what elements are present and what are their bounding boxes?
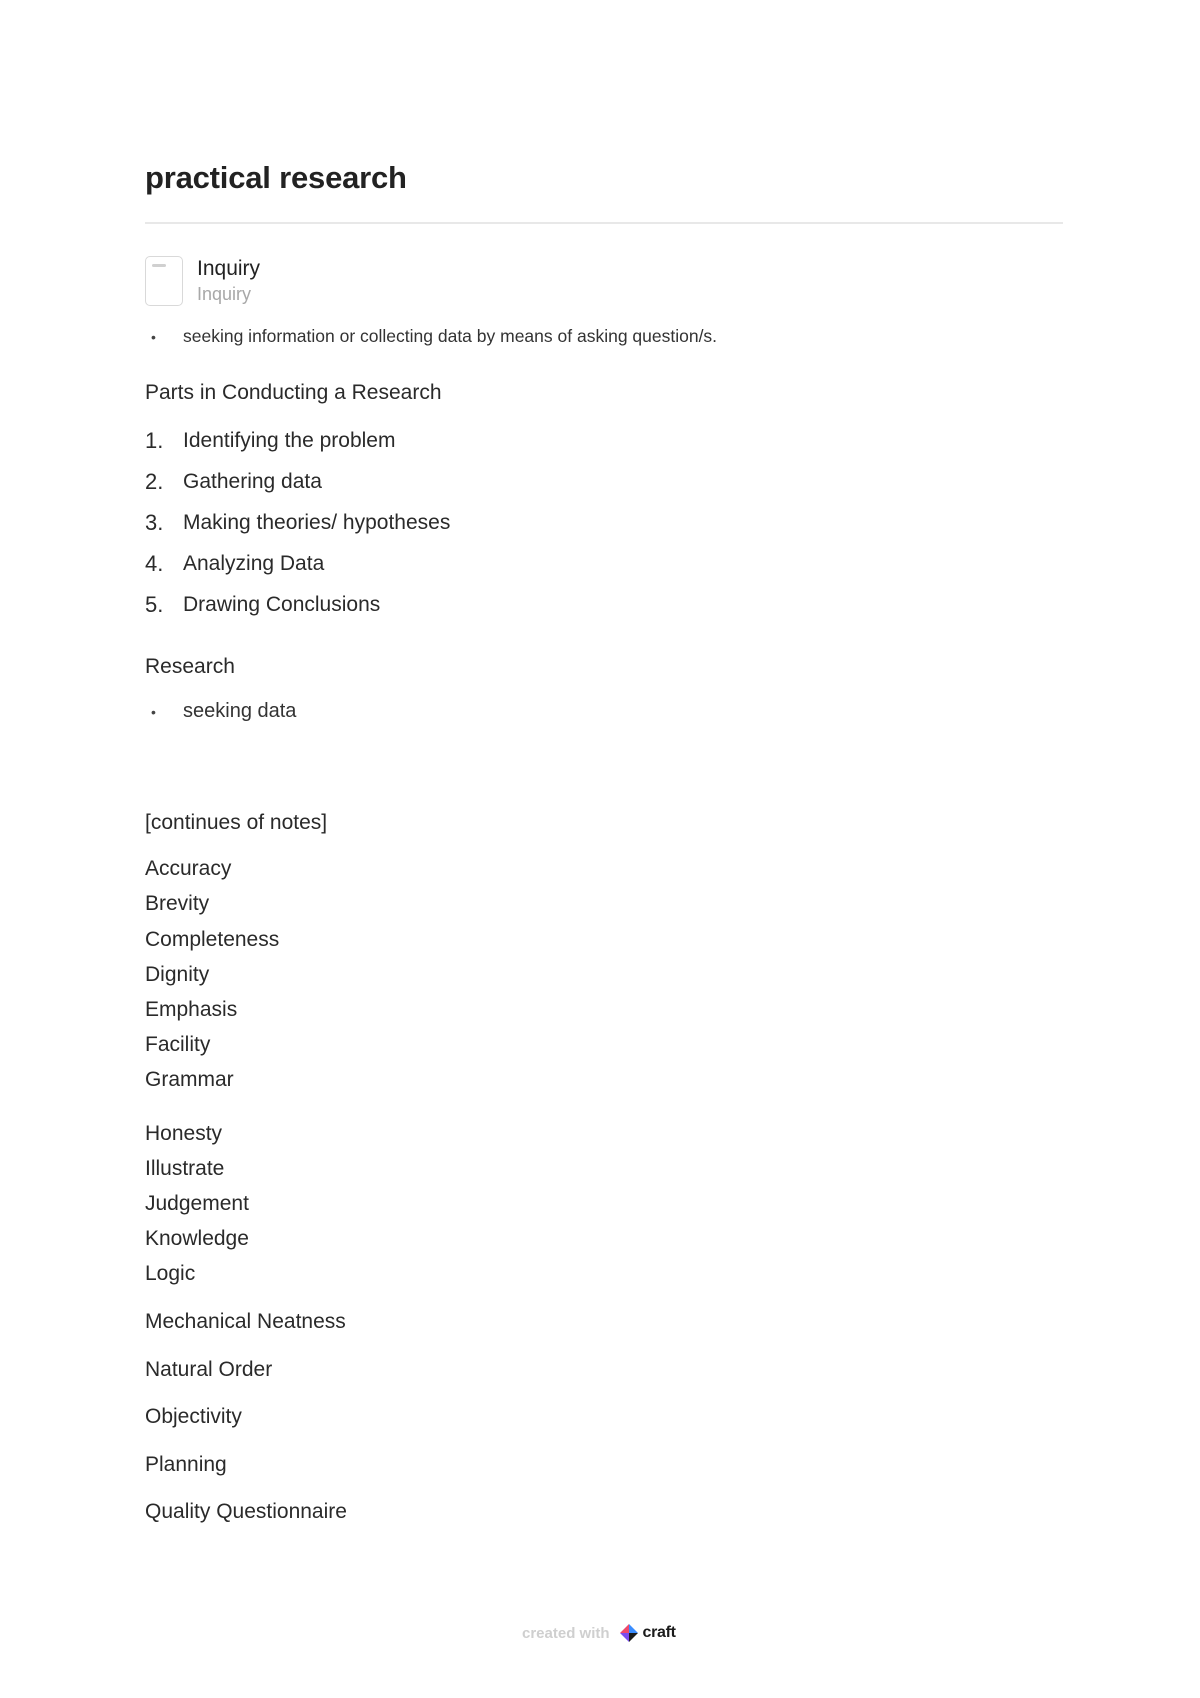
item-text: Analyzing Data [183,552,325,575]
note-line: Completeness [145,928,280,951]
bullet-text: seeking information or collecting data by means of asking question/s. [183,326,718,346]
note-line: Objectivity [145,1405,242,1428]
note-line: Logic [145,1262,196,1285]
section-heading-research: Research [145,655,235,678]
item-text: Making theories/ hypotheses [183,511,451,534]
page-title: practical research [145,160,407,195]
numbered-item [145,592,380,618]
bullet-dot-icon: • [151,703,156,720]
footer-watermark[interactable] [522,1622,676,1644]
list-item [145,700,296,723]
note-line: Honesty [145,1122,223,1145]
item-text: Gathering data [183,470,322,493]
bullet-dot-icon: • [151,328,156,345]
item-number: 2. [145,469,164,494]
note-line: Natural Order [145,1358,273,1381]
craft-logo-icon [618,1622,640,1644]
list-item [145,326,717,347]
notes-intro: [continues of notes] [145,811,328,834]
inquiry-card[interactable] [145,256,260,308]
note-line: Emphasis [145,998,238,1021]
numbered-item [145,428,395,454]
footer-text: created with [522,1624,610,1642]
note-line: Dignity [145,963,210,986]
numbered-item [145,510,450,536]
item-number: 5. [145,592,164,617]
numbered-item [145,551,324,577]
card-text [197,256,260,306]
item-number: 4. [145,551,164,576]
bullet-text: seeking data [183,700,297,722]
card-title: Inquiry [197,257,261,280]
note-line: Knowledge [145,1227,249,1250]
note-line: Mechanical Neatness [145,1310,346,1333]
item-text: Drawing Conclusions [183,593,381,616]
craft-logo [618,1622,676,1644]
note-line: Brevity [145,892,210,915]
title-divider [145,222,1063,224]
note-line: Facility [145,1033,211,1056]
note-line: Quality Questionnaire [145,1500,347,1523]
item-number: 1. [145,428,164,453]
craft-wordmark: craft [642,1624,676,1641]
section-heading-parts: Parts in Conducting a Research [145,381,442,404]
note-line: Illustrate [145,1157,225,1180]
note-line: Judgement [145,1192,249,1215]
note-line: Grammar [145,1068,234,1091]
note-line: Planning [145,1453,227,1476]
item-number: 3. [145,510,164,535]
numbered-item [145,469,322,495]
card-subtitle: Inquiry [197,284,252,304]
document-icon [145,256,183,306]
note-line: Accuracy [145,857,232,880]
item-text: Identifying the problem [183,429,396,452]
